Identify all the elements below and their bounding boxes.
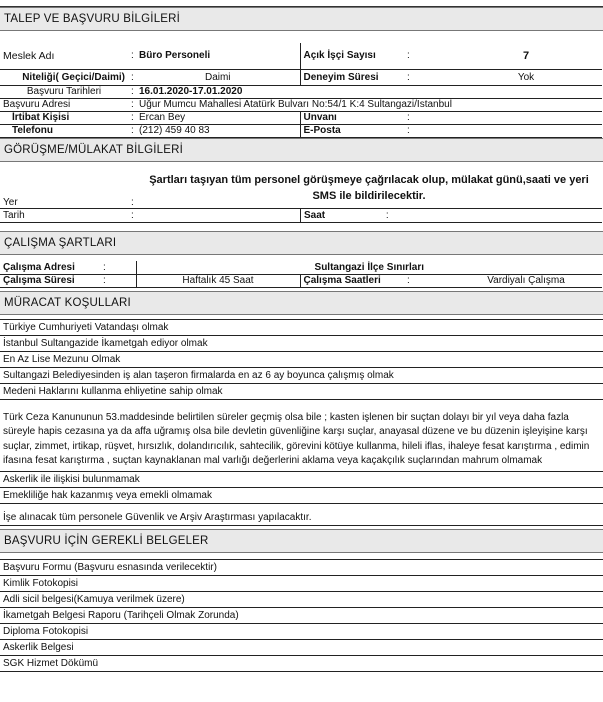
yer-label: Yer: [3, 197, 18, 208]
section-calisma-header: ÇALIŞMA ŞARTLARI: [0, 231, 603, 255]
adres-value: Uğur Mumcu Mahallesi Atatürk Bulvarı No:54/1 K:4 Sultangazi/İstanbul: [139, 99, 452, 110]
adres-label: Başvuru Adresi: [3, 99, 71, 110]
saat-label: Saat: [304, 210, 326, 221]
telefon-label: Telefonu: [12, 125, 53, 136]
unvan-label: Unvanı: [300, 111, 404, 124]
calisma-sure-label: Çalışma Süresi: [3, 275, 75, 286]
eposta-label: E-Posta: [300, 124, 404, 137]
section-talep-header: TALEP VE BAŞVURU BİLGİLERİ: [0, 7, 603, 31]
calisma-saat-label: Çalışma Saatleri: [300, 274, 404, 287]
belge-item: Başvuru Formu (Başvuru esnasında verilecektir): [0, 559, 603, 576]
calisma-saat-value: Vardiyalı Çalışma: [487, 275, 565, 286]
list-item: Türkiye Cumhuriyeti Vatandaşı olmak: [0, 319, 603, 336]
section-gorusme-header: GÖRÜŞME/MÜLAKAT BİLGİLERİ: [0, 138, 603, 162]
legal-paragraph: Türk Ceza Kanununun 53.maddesinde belirtilen süreler geçmiş olsa bile ; kasten işlenen bir suçtan dolayı bir yıl veya daha fazla süreyle hapis cezasına ya da affa uğramış olsa bile devletin güvenliğine karşı suçlar, anayasal düzene ve bu düzenin işleyişine karşı suçlar, zimmet, irtikap, rüşvet, hırsızlık, dolandırıcılık, sahtecilik, görevini kötüye kullanma, hileli iflas, ihaleye fesat karıştırma , edimin ifasına fesat karıştırma , suçtan kaynaklanan mal varlığı değerlerini aklama veya kaçakçılık suçlarından mahrum olmamak: [0, 408, 603, 472]
belge-item: Diploma Fotokopisi: [0, 624, 603, 640]
top-strip: [0, 0, 603, 7]
belge-item: Askerlik Belgesi: [0, 640, 603, 656]
belge-item: İkametgah Belgesi Raporu (Tarihçeli Olmak Zorunda): [0, 608, 603, 624]
list-item: En Az Lise Mezunu Olmak: [0, 352, 603, 368]
calisma-adres-value: Sultangazi İlçe Sınırları: [136, 261, 602, 274]
tarih-label-2: Tarih: [3, 210, 25, 221]
belge-item: SGK Hizmet Dökümü: [0, 656, 603, 672]
section-muracaat-header: MÜRACAT KOŞULLARI: [0, 291, 603, 315]
yer-value: Şartları taşıyan tüm personel görüşmeye çağrılacak olup, mülakat günü,saati ve yeri SMS ile bildirilecektir.: [149, 173, 589, 202]
list-item: Emekliliğe hak kazanmış veya emekli olmamak: [0, 488, 603, 504]
calisma-adres-label: Çalışma Adresi: [3, 261, 75, 273]
list-item: İstanbul Sultangazide İkametgah ediyor olmak: [0, 336, 603, 352]
meslek-value: Büro Personeli: [139, 50, 211, 62]
acik-value: 7: [522, 49, 530, 62]
list-item: Medeni Haklarını kullanma ehliyetine sahip olmak: [0, 384, 603, 400]
belge-item: Kimlik Fotokopisi: [0, 576, 603, 592]
belge-item: Adli sicil belgesi(Kamuya verilmek üzere): [0, 592, 603, 608]
nitelik-label: Niteliği( Geçici/Daimi): [22, 71, 125, 83]
meslek-label: Meslek Adı: [3, 49, 55, 62]
gorusme-table: Yer : Şartları taşıyan tüm personel görüşmeye çağrılacak olup, mülakat günü,saati ve yeri SMS ile bildirilecektir. Tarih : Saat :: [0, 162, 602, 224]
telefon-value: (212) 459 40 83: [139, 125, 210, 136]
talep-table: Meslek Adı : Büro Personeli Açık İşçi Sayısı : 7 Niteliği( Geçici/Daimi) : Daimi Deneyim Süresi : Yok Başvuru Tarihleri : 16.01.2020-17.01.2020 Başvuru Adresi : Uğur Mumcu Mahallesi Atatürk Bulvarı No:54/1 K:4 Sultangazi/İstanbul İrtibat Kişisi : Ercan Bey Unvanı : Telefonu : (212) 459 40 83 E-Posta :: [0, 43, 602, 138]
calisma-sure-value: Haftalık 45 Saat: [136, 274, 300, 287]
deneyim-value: Yok: [517, 71, 535, 83]
kisi-value: Ercan Bey: [139, 112, 186, 123]
tarih-value: 16.01.2020-17.01.2020: [139, 86, 243, 97]
deneyim-label: Deneyim Süresi: [300, 69, 404, 85]
list-item: Askerlik ile ilişkisi bulunmamak: [0, 472, 603, 488]
calisma-table: Çalışma Adresi : Sultangazi İlçe Sınırları Çalışma Süresi : Haftalık 45 Saat Çalışma Saatleri : Vardiyalı Çalışma: [0, 261, 602, 288]
nitelik-value: Daimi: [204, 71, 231, 83]
acik-label: Açık İşçi Sayısı: [300, 43, 404, 69]
kisi-label: İrtibat Kişisi: [12, 112, 70, 123]
tarih-label: Başvuru Tarihleri: [26, 86, 102, 97]
section-belgeler-header: BAŞVURU İÇİN GEREKLİ BELGELER: [0, 529, 603, 553]
list-item: İşe alınacak tüm personele Güvenlik ve Arşiv Araştırması yapılacaktır.: [0, 510, 603, 526]
list-item: Sultangazi Belediyesinden iş alan taşeron firmalarda en az 6 ay boyunca çalışmış olmak: [0, 368, 603, 384]
